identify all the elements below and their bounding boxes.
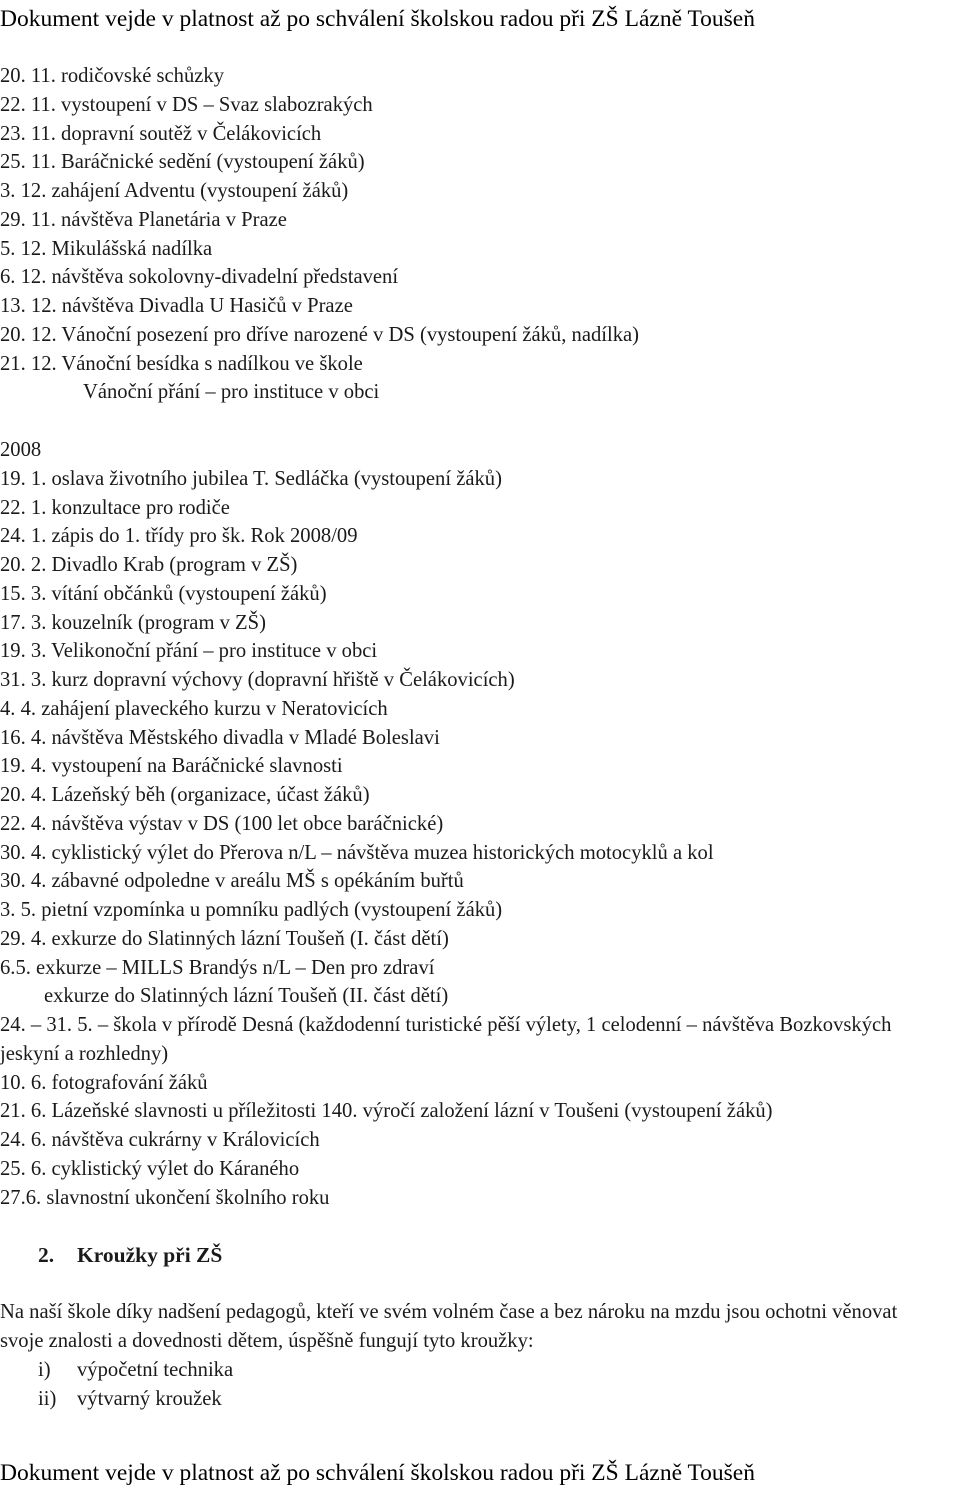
event-item: 3. 5. pietní vzpomínka u pomníku padlých (vystoupení žáků)	[0, 899, 503, 921]
event-item: 5. 12. Mikulášská nadílka	[0, 237, 213, 260]
event-item: 16. 4. návštěva Městského divadla v Mladé Boleslavi	[0, 726, 440, 749]
event-item: 20. 11. rodičovské schůzky	[0, 65, 225, 87]
event-item: 31. 3. kurz dopravní výchovy (dopravní hřiště v Čelákovicích)	[0, 669, 515, 691]
club-list-item	[38, 1356, 233, 1385]
event-item: 23. 11. dopravní soutěž v Čelákovicích	[0, 122, 322, 145]
clubs-intro-paragraph: Na naší škole díky nadšení pedagogů, kteří ve svém volném čase a bez nároku na mzdu jsou ochotni věnovat svoje znalosti a dovednosti dětem, úspěšně fungují tyto kroužky:	[0, 1301, 898, 1352]
event-item: 6.5. exkurze – MILLS Brandýs n/L – Den pro zdraví	[0, 956, 435, 979]
event-item: 30. 4. zábavné odpoledne v areálu MŠ s opékáním buřtů	[0, 870, 464, 893]
year-heading: 2008	[0, 439, 42, 461]
event-item: 15. 3. vítání občánků (vystoupení žáků)	[0, 582, 327, 605]
event-item: 29. 4. exkurze do Slatinných lázní Toušeň (I. část dětí)	[0, 927, 449, 950]
club-list-item	[38, 1385, 233, 1414]
event-item: 10. 6. fotografování žáků	[0, 1071, 208, 1094]
event-item: 27.6. slavnostní ukončení školního roku	[0, 1186, 330, 1209]
event-item: 22. 1. konzultace pro rodiče	[0, 496, 230, 519]
event-item: 24. 6. návštěva cukrárny v Královicích	[0, 1129, 320, 1151]
section-heading	[38, 1240, 222, 1270]
event-item: 19. 3. Velikonoční přání – pro instituce v obci	[0, 640, 378, 663]
list-marker: i)	[38, 1359, 51, 1381]
events-2007-list	[0, 62, 960, 407]
event-item: 21. 12. Vánoční besídka s nadílkou ve škole	[0, 352, 363, 375]
event-item: 19. 1. oslava životního jubilea T. Sedláčka (vystoupení žáků)	[0, 467, 502, 490]
event-item: 3. 12. zahájení Adventu (vystoupení žáků)	[0, 180, 349, 202]
event-item: 20. 2. Divadlo Krab (program v ZŠ)	[0, 554, 298, 576]
event-item: 13. 12. návštěva Divadla U Hasičů v Praze	[0, 295, 353, 317]
event-item: 20. 4. Lázeňský běh (organizace, účast žáků)	[0, 784, 370, 806]
events-2008-section	[0, 436, 960, 1212]
event-item: 4. 4. zahájení plaveckého kurzu v Neratovicích	[0, 697, 388, 720]
events-2008-list	[0, 465, 960, 1213]
event-item: 25. 11. Baráčnické sedění (vystoupení žáků)	[0, 151, 365, 174]
event-item: 6. 12. návštěva sokolovny-divadelní představení	[0, 266, 399, 289]
list-marker: ii)	[38, 1387, 57, 1410]
club-name: výtvarný kroužek	[77, 1387, 222, 1410]
event-item: 30. 4. cyklistický výlet do Přerova n/L – návštěva muzea historických motocyklů a kol	[0, 841, 714, 864]
club-name: výpočetní technika	[77, 1359, 234, 1381]
event-item: 22. 11. vystoupení v DS – Svaz slabozrakých	[0, 93, 373, 116]
page-header: Dokument vejde v platnost až po schválení školskou radou při ZŠ Lázně Toušeň	[0, 6, 755, 32]
event-item: 24. 1. zápis do 1. třídy pro šk. Rok 2008/09	[0, 525, 358, 548]
event-item: 24. – 31. 5. – škola v přírodě Desná (každodenní turistické pěší výlety, 1 celodenní – návštěva Bozkovských jeskyní a rozhledny)	[0, 1014, 892, 1065]
event-item: 22. 4. návštěva výstav v DS (100 let obce baráčnické)	[0, 812, 444, 835]
event-item: 29. 11. návštěva Planetária v Praze	[0, 208, 287, 231]
event-item: 20. 12. Vánoční posezení pro dříve narozené v DS (vystoupení žáků, nadílka)	[0, 323, 639, 346]
section-number: 2.	[38, 1243, 55, 1267]
event-item: 17. 3. kouzelník (program v ZŠ)	[0, 611, 266, 634]
page-footer: Dokument vejde v platnost až po schválení školskou radou při ZŠ Lázně Toušeň	[0, 1460, 755, 1486]
event-item: exkurze do Slatinných lázní Toušeň (II. část dětí)	[44, 985, 449, 1008]
event-item: 21. 6. Lázeňské slavnosti u příležitosti 140. výročí založení lázní v Toušeni (vystoupení žáků)	[0, 1100, 773, 1123]
clubs-list	[38, 1356, 233, 1414]
event-item: 25. 6. cyklistický výlet do Káraného	[0, 1157, 300, 1180]
event-item: 19. 4. vystoupení na Baráčnické slavnosti	[0, 755, 343, 778]
section-title: Kroužky při ZŠ	[77, 1243, 223, 1267]
event-item: Vánoční přání – pro instituce v obci	[83, 381, 380, 404]
